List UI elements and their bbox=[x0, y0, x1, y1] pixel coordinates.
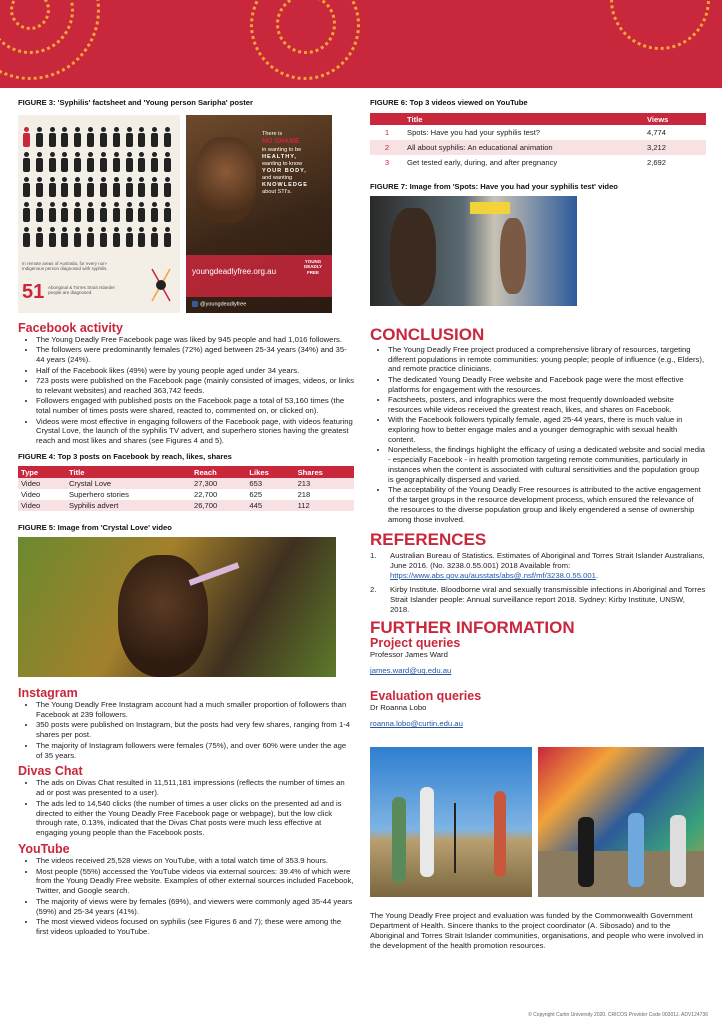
community-photos bbox=[370, 747, 706, 903]
poster-portrait bbox=[196, 137, 256, 223]
photo-person bbox=[494, 791, 506, 877]
poster-logo: YOUNG DEADLY FREE bbox=[303, 259, 323, 275]
camera-tripod bbox=[454, 803, 456, 873]
references-list bbox=[370, 551, 706, 614]
photo-person bbox=[420, 787, 434, 877]
left-column bbox=[18, 98, 354, 937]
project-email-link[interactable]: james.ward@uq.edu.au bbox=[370, 666, 452, 676]
person-icon bbox=[60, 177, 68, 197]
list-item: • Half of the Facebook likes (49%) were by young people aged under 34 years. bbox=[36, 366, 354, 376]
table-row: Video Crystal Love 27,300 653 213 bbox=[18, 478, 354, 489]
table-header bbox=[370, 113, 404, 125]
instagram-bullets bbox=[18, 700, 354, 760]
person-icon bbox=[35, 152, 43, 172]
person-icon bbox=[22, 152, 30, 172]
facebook-heading: Facebook activity bbox=[18, 321, 123, 335]
person-icon bbox=[163, 152, 171, 172]
list-item: • The majority of views were by females (69%), and viewers were commonly aged 35-44 years (59%) and 25-34 years (41%). bbox=[36, 897, 354, 917]
person-icon bbox=[150, 127, 158, 147]
list-item: • The majority of Instagram followers were females (75%), and over 60% were under the age of 35 years. bbox=[36, 741, 354, 761]
list-item: • Factsheets, posters, and infographics were the most frequently downloaded website resources while videos received the greatest reach, likes, and shares on Facebook. bbox=[388, 395, 706, 415]
person-icon bbox=[125, 227, 133, 247]
acknowledgement-text: The Young Deadly Free project and evaluation was funded by the Commonwealth Government Department of Health. Sincere thanks to the project coordinator (A. Sibosado) and to the Aboriginal and Torres Strait Islander communities, organisations, and people who were involved in the development of the health promotion resources. bbox=[370, 911, 704, 950]
evaluation-queries-heading: Evaluation queries bbox=[370, 689, 482, 704]
table-row: Video Superhero stories 22,700 625 218 bbox=[21, 490, 311, 500]
person-icon bbox=[112, 152, 120, 172]
person-icon bbox=[48, 177, 56, 197]
photo-person bbox=[578, 817, 594, 887]
person-icon bbox=[86, 177, 94, 197]
spear-logo-icon bbox=[148, 265, 174, 305]
list-item: • The Young Deadly Free Facebook page was liked by 945 people and had 1,016 followers. bbox=[36, 335, 354, 345]
person-icon bbox=[73, 177, 81, 197]
person-icon bbox=[73, 127, 81, 147]
person-icon bbox=[137, 152, 145, 172]
person-icon bbox=[125, 127, 133, 147]
references-heading: REFERENCES bbox=[370, 529, 487, 549]
table-header: Title bbox=[404, 113, 644, 125]
person-icon bbox=[99, 177, 107, 197]
table-row: Video Syphilis advert 26,700 445 112 bbox=[18, 500, 354, 511]
list-item: • The Young Deadly Free Instagram account had a much smaller proportion of followers than Facebook at 239 followers. bbox=[36, 700, 354, 720]
person-icon bbox=[35, 227, 43, 247]
list-item: • With the Facebook followers typically female, aged 25-44 years, there is much value in exploring how to better engage males and a younger demographic with sexual health content. bbox=[388, 415, 706, 445]
person-icon bbox=[163, 202, 171, 222]
photo-person bbox=[670, 815, 686, 887]
list-item: • The ads led to 14,540 clicks (the number of times a user clicks on the presented ad and is directed to either the Young Deadly Free Facebook page or webpage), but the low click through rate, 0.13%, indicated that the Divas Chat posts were much less effective at engaging young people than the Facebook posts. bbox=[36, 799, 354, 838]
person-icon bbox=[22, 127, 30, 147]
reference-link[interactable]: https://www.abs.gov.au/ausstats/abs@.nsf/mf/3238.0.55.001 bbox=[390, 571, 596, 581]
further-info-heading: FURTHER INFORMATION bbox=[370, 617, 575, 637]
person-icon bbox=[112, 202, 120, 222]
factsheet-tail: Aboriginal & Torres Strait Islander people are diagnosed. bbox=[48, 285, 115, 296]
person-icon bbox=[150, 202, 158, 222]
list-item: 2. Kirby Institute. Bloodborne viral and sexually transmissible infections in Aboriginal and Torres Strait Islander people: Annual surveillance report 2018. Sydney: Kirby Institute, UNSW, 2018. bbox=[370, 584, 706, 614]
list-item: • The ads on Divas Chat resulted in 11,511,181 impressions (reflects the number of times an ad or post was presented to a user). bbox=[36, 778, 354, 798]
person-icon bbox=[48, 152, 56, 172]
person-icon bbox=[137, 227, 145, 247]
person-icon bbox=[48, 227, 56, 247]
person-icon bbox=[163, 127, 171, 147]
person-icon bbox=[99, 227, 107, 247]
facebook-icon bbox=[192, 301, 198, 307]
figure3-images bbox=[18, 115, 354, 317]
person-icon bbox=[112, 127, 120, 147]
mural-photo bbox=[538, 747, 704, 897]
facebook-posts-table bbox=[18, 466, 354, 511]
table-header-row bbox=[18, 466, 354, 478]
conclusion-bullets bbox=[370, 345, 706, 525]
crystal-love-video-image bbox=[18, 537, 336, 677]
spots-video-image bbox=[370, 196, 577, 306]
person-icon bbox=[99, 127, 107, 147]
list-item: • The Young Deadly Free project produced a comprehensive library of resources, targeting different populations in remote communities: young people; people of influence (e.g., Elders), and remote practice clinicians. bbox=[388, 345, 706, 375]
person-icon bbox=[150, 152, 158, 172]
person-icon bbox=[35, 127, 43, 147]
project-queries-heading: Project queries bbox=[370, 636, 461, 651]
person-icon bbox=[22, 177, 30, 197]
person-icon bbox=[35, 202, 43, 222]
copyright-footer: © Copyright Curtin University 2020. CRICOS Provider Code 00301J. ADV124736 bbox=[528, 1012, 708, 1018]
list-item: • The videos received 25,528 views on YouTube, with a total watch time of 353.9 hours. bbox=[36, 856, 354, 866]
list-item: • The acceptability of the Young Deadly Free resources is attributed to the active engagement of the target groups in the resource development process, which ensured the relevance of the resources to the diverse population group and likely engendered a sense of ownership among those involved. bbox=[388, 485, 706, 524]
factsheet-caption: In remote areas of Australia, for every non-Indigenous person diagnosed with syphilis, bbox=[22, 261, 108, 272]
poster-slogan: There is NO SHAME in wanting to be HEALTHY, wanting to know YOUR BODY, and wanting KNOWLEDGE about STI's. bbox=[262, 131, 308, 195]
list-item: • Nonetheless, the findings highlight the efficacy of using a dedicated website and social media - especially Facebook - in health promotion targeting remote communities, particularly in instances when the content is associated with cultural sensitivities and the population group is geographically dispersed and varied. bbox=[388, 445, 706, 484]
person-icon bbox=[137, 202, 145, 222]
person-icon bbox=[86, 127, 94, 147]
list-item: • The dedicated Young Deadly Free website and Facebook page were the most effective platforms for engagement with the resources. bbox=[388, 375, 706, 395]
person-icon bbox=[86, 202, 94, 222]
person-icon bbox=[112, 177, 120, 197]
person-icon bbox=[150, 177, 158, 197]
table-row: 2 All about syphilis: An educational animation 3,212 bbox=[370, 140, 706, 155]
youtube-heading: YouTube bbox=[18, 842, 70, 857]
facebook-bullets bbox=[18, 335, 354, 446]
divas-bullets bbox=[18, 778, 354, 838]
photo-person bbox=[628, 813, 644, 887]
video-person bbox=[118, 555, 208, 677]
table-header: Likes bbox=[246, 466, 294, 478]
poster-handle: @youngdeadlyfree bbox=[192, 301, 246, 307]
person-icon bbox=[99, 202, 107, 222]
photo-person bbox=[392, 797, 406, 883]
person-icon bbox=[125, 177, 133, 197]
person-icon bbox=[35, 177, 43, 197]
person-icon bbox=[137, 177, 145, 197]
video-person bbox=[390, 208, 436, 306]
person-icon bbox=[60, 152, 68, 172]
person-icon bbox=[137, 127, 145, 147]
poster-url: youngdeadlyfree.org.au bbox=[192, 267, 277, 276]
instagram-heading: Instagram bbox=[18, 686, 78, 701]
youtube-bullets bbox=[18, 856, 354, 936]
person-icon bbox=[60, 227, 68, 247]
figure5-title: FIGURE 5: Image from 'Crystal Love' video bbox=[18, 523, 172, 533]
right-column bbox=[370, 98, 706, 951]
factsheet-number: 51 bbox=[22, 281, 45, 303]
project-contact-name: Professor James Ward bbox=[370, 650, 448, 660]
list-item: 1. Australian Bureau of Statistics. Estimates of Aboriginal and Torres Strait Islander Australians, June 2016. (No. 3238.0.55.001) 2018 Available from: https://www.abs.gov.au/ausstats/abs@.nsf/mf/3238.0.55.001. bbox=[370, 551, 705, 581]
table-header: Shares bbox=[295, 466, 354, 478]
conclusion-heading: CONCLUSION bbox=[370, 325, 485, 344]
figure6-title: FIGURE 6: Top 3 videos viewed on YouTube bbox=[370, 98, 528, 107]
person-icon bbox=[125, 152, 133, 172]
person-icon bbox=[99, 152, 107, 172]
list-item: • Followers engaged with published posts on the Facebook page a total of 53,160 times (the total number of times posts were shared, reacted to, commented on, or clicked on). bbox=[36, 396, 354, 416]
figure7-title: FIGURE 7: Image from 'Spots: Have you had your syphilis test' video bbox=[370, 182, 618, 191]
person-icon bbox=[163, 227, 171, 247]
filming-photo bbox=[370, 747, 532, 897]
saripha-poster bbox=[186, 115, 332, 313]
person-icon bbox=[22, 227, 30, 247]
poster-footer-band bbox=[186, 255, 332, 297]
figure4-title: FIGURE 4: Top 3 posts on Facebook by reach, likes, shares bbox=[18, 452, 232, 462]
table-header: Type bbox=[18, 466, 66, 478]
list-item: • The most viewed videos focused on syphilis (see Figures 6 and 7); these were among the first videos uploaded to YouTube. bbox=[36, 917, 354, 937]
list-item: • 723 posts were published on the Facebook page (mainly consisted of images, videos, or links to relevant websites) and reached 363,742 feeds. bbox=[36, 376, 354, 396]
person-icon bbox=[48, 202, 56, 222]
table-row: 3 Get tested early, during, and after pregnancy 2,692 bbox=[384, 158, 667, 167]
youtube-videos-table bbox=[370, 113, 706, 170]
evaluation-contact-name: Dr Roanna Lobo bbox=[370, 703, 427, 713]
person-icon bbox=[163, 177, 171, 197]
person-icon bbox=[60, 202, 68, 222]
person-icon bbox=[125, 202, 133, 222]
person-icon bbox=[48, 127, 56, 147]
table-header: Views bbox=[644, 113, 706, 125]
table-header-row bbox=[370, 113, 706, 125]
person-icon bbox=[86, 152, 94, 172]
figure3-title: FIGURE 3: 'Syphilis' factsheet and 'Young person Saripha' poster bbox=[18, 98, 253, 107]
list-item: • 350 posts were published on Instagram, but the posts had very few shares, ranging from 1-4 shares per post. bbox=[36, 720, 354, 740]
person-icon bbox=[150, 227, 158, 247]
header-banner bbox=[0, 0, 722, 88]
person-icon bbox=[73, 227, 81, 247]
person-icon bbox=[112, 227, 120, 247]
divas-heading: Divas Chat bbox=[18, 764, 83, 779]
list-item: • Most people (55%) accessed the YouTube videos via external sources: 39.4% of which were from the Young Deadly Free website. Examples of other external sources included Facebook, Twitter, and Google search. bbox=[36, 867, 354, 897]
syphilis-factsheet bbox=[18, 115, 180, 313]
table-header: Reach bbox=[191, 466, 246, 478]
person-icon bbox=[73, 202, 81, 222]
people-grid bbox=[22, 127, 176, 247]
person-icon bbox=[60, 127, 68, 147]
list-item: • The followers were predominantly females (72%) aged between 25-34 years (34%) and 35-44 years (24%). bbox=[36, 345, 354, 365]
table-row: 1 Spots: Have you had your syphilis test? 4,774 bbox=[384, 128, 667, 137]
evaluation-email-link[interactable]: roanna.lobo@curtin.edu.au bbox=[370, 719, 463, 729]
person-icon bbox=[22, 202, 30, 222]
dot-pattern-decoration bbox=[610, 0, 710, 50]
person-icon bbox=[73, 152, 81, 172]
video-person bbox=[500, 218, 526, 294]
young-deadly-free-logo bbox=[148, 265, 174, 305]
person-icon bbox=[86, 227, 94, 247]
table-header: Title bbox=[66, 466, 191, 478]
list-item: • Videos were most effective in engaging followers of the Facebook page, with videos featuring Crystal Love, the launch of the syphilis TV advert, and superhero stories having the greatest reach and most likes and shares (see Figures 4 and 5). bbox=[36, 417, 354, 447]
sign bbox=[470, 202, 510, 214]
